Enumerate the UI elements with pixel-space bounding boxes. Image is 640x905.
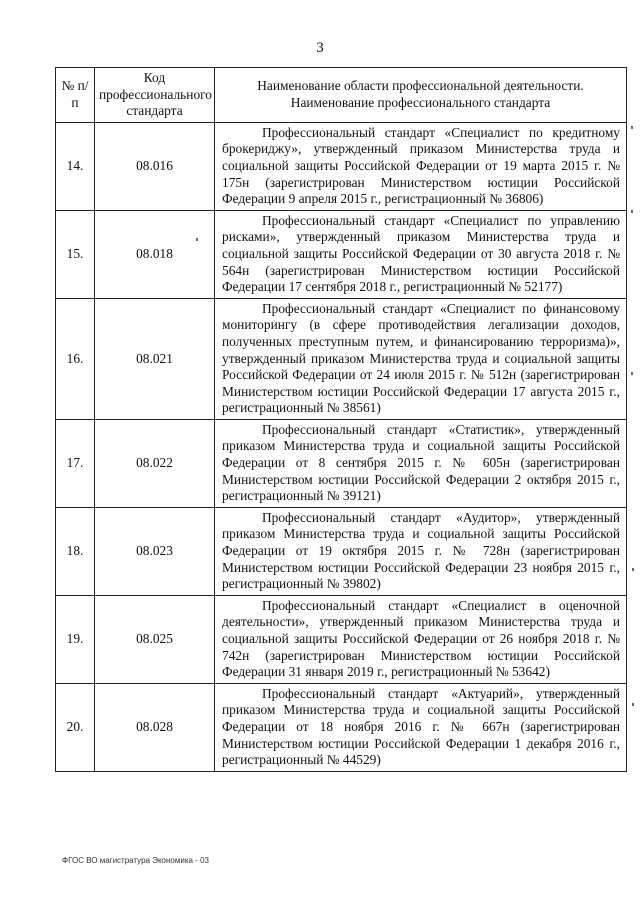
standard-code: 08.018 xyxy=(95,210,215,298)
row-number: 19. xyxy=(56,595,95,683)
scan-speck xyxy=(631,126,633,129)
page-number: 3 xyxy=(316,40,324,56)
scan-speck xyxy=(196,238,198,241)
table-row xyxy=(56,122,627,210)
standard-name: Профессиональный стандарт «Аудитор», утвержденный приказом Министерства труда и социальной защиты Российской Федерации от 19 октября 2015 г. № 728н (зарегистрирован Министерством юстиции Российской Федерации 23 ноября 2015 г., регистрационный № 39802) xyxy=(215,507,627,595)
scan-speck xyxy=(632,568,634,571)
standard-name: Профессиональный стандарт «Специалист по финансовому мониторингу (в сфере противодействия легализации доходов, полученных преступным путем, и финансированию терроризма)», утвержденный приказом Министерства труда и социальной защиты Российской Федерации от 24 июля 2015 г. № 512н (зарегистрирован Министерством юстиции Российской Федерации 17 августа 2015 г., регистрационный № 38561) xyxy=(215,298,627,419)
scan-speck xyxy=(632,703,634,706)
standard-name: Профессиональный стандарт «Специалист в оценочной деятельности», утвержденный приказом Министерства труда и социальной защиты Российской Федерации от 26 ноября 2018 г. № 742н (зарегистрирован Министерством юстиции Российской Федерации 31 января 2019 г., регистрационный № 53642) xyxy=(215,595,627,683)
professional-standards-table xyxy=(55,67,627,772)
header-name: Наименование области профессиональной деятельности. Наименование профессионального стандарта xyxy=(215,68,627,123)
standard-name: Профессиональный стандарт «Статистик», утвержденный приказом Министерства труда и социальной защиты Российской Федерации от 8 сентября 2015 г. № 605н (зарегистрирован Министерством юстиции Российской Федерации 2 октября 2015 г., регистрационный № 39121) xyxy=(215,419,627,507)
page-footer: ФГОС ВО магистратура Экономика - 03 xyxy=(62,856,209,865)
scan-speck xyxy=(631,210,633,213)
standard-name: Профессиональный стандарт «Специалист по кредитному брокериджу», утвержденный приказом Министерства труда и социальной защиты Российской Федерации от 19 марта 2015 г. № 175н (зарегистрирован Министерством юстиции Российской Федерации 9 апреля 2015 г., регистрационный № 36806) xyxy=(215,122,627,210)
row-number: 18. xyxy=(56,507,95,595)
standard-name: Профессиональный стандарт «Актуарий», утвержденный приказом Министерства труда и социальной защиты Российской Федерации от 18 ноября 2016 г. № 667н (зарегистрирован Министерством юстиции Российской Федерации 1 декабря 2016 г., регистрационный № 44529) xyxy=(215,683,627,771)
row-number: 16. xyxy=(56,298,95,419)
table-header-row xyxy=(56,68,627,123)
table-row xyxy=(56,210,627,298)
scan-speck xyxy=(631,372,633,375)
header-code: Код профессионального стандарта xyxy=(95,68,215,123)
table-row xyxy=(56,419,627,507)
header-num: № п/п xyxy=(56,68,95,123)
standard-code: 08.021 xyxy=(95,298,215,419)
row-number: 14. xyxy=(56,122,95,210)
standard-name: Профессиональный стандарт «Специалист по управлению рисками», утвержденный приказом Министерства труда и социальной защиты Российской Федерации от 30 августа 2018 г. № 564н (зарегистрирован Министерством юстиции Российской Федерации 17 сентября 2018 г., регистрационный № 52177) xyxy=(215,210,627,298)
table-row xyxy=(56,683,627,771)
table-row xyxy=(56,595,627,683)
standard-code: 08.016 xyxy=(95,122,215,210)
table-row xyxy=(56,298,627,419)
row-number: 20. xyxy=(56,683,95,771)
row-number: 17. xyxy=(56,419,95,507)
row-number: 15. xyxy=(56,210,95,298)
standard-code: 08.028 xyxy=(95,683,215,771)
standard-code: 08.025 xyxy=(95,595,215,683)
standard-code: 08.022 xyxy=(95,419,215,507)
table-row xyxy=(56,507,627,595)
standard-code: 08.023 xyxy=(95,507,215,595)
